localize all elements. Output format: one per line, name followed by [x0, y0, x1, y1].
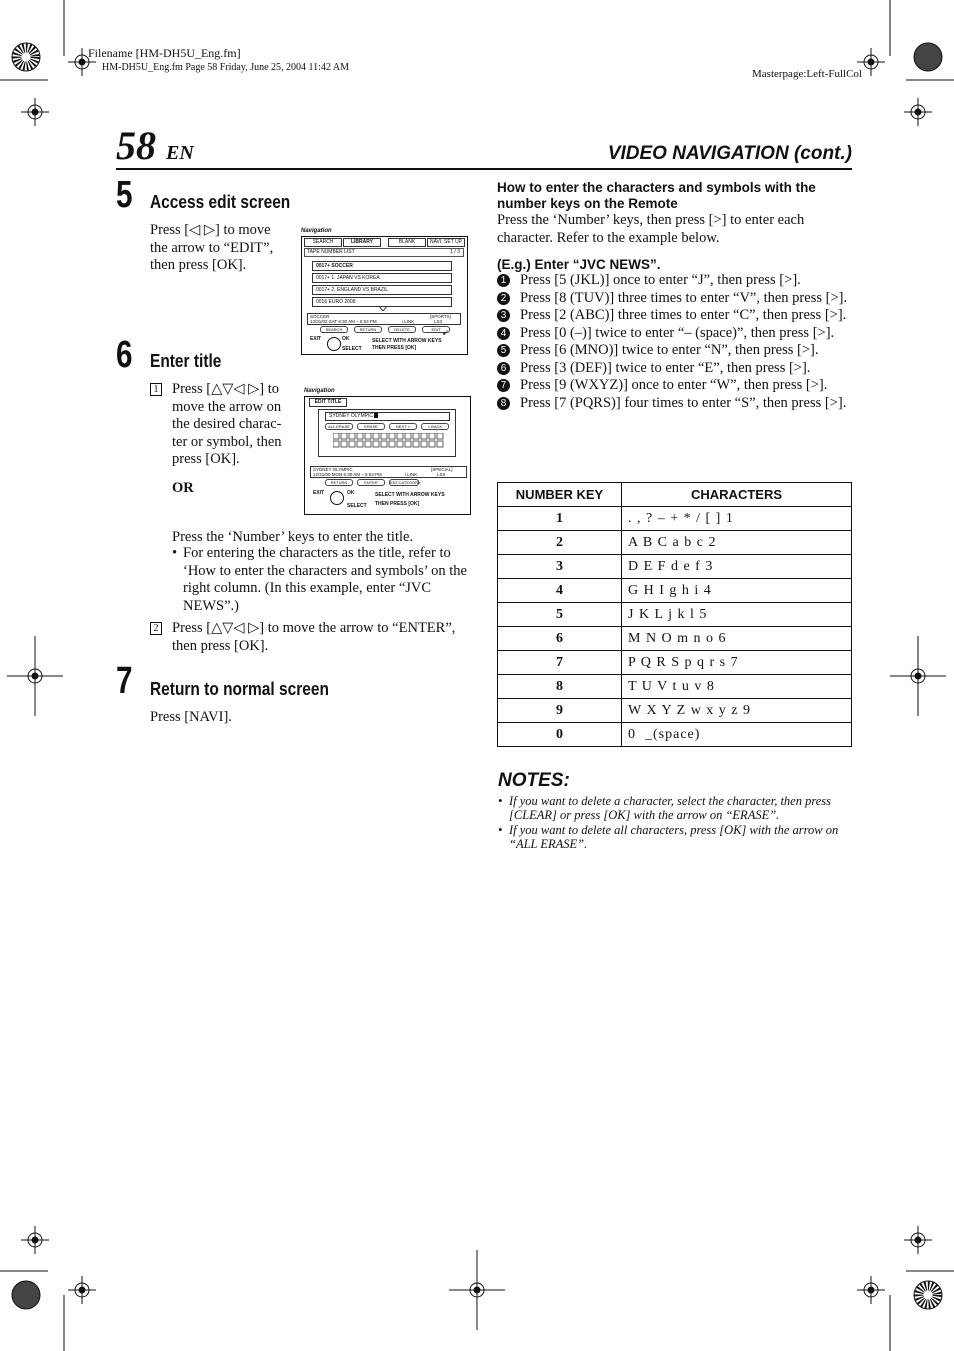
tab-edit-title: EDIT TITLE	[309, 398, 347, 407]
example-step-4: Press [0 (–)] twice to enter “– (space)”, then press [>].	[520, 324, 835, 341]
tab-navi-setup: NAVI. SET UP	[427, 238, 465, 247]
page-suffix: EN	[166, 142, 194, 164]
info-date: 12/31/02 SAT 6:30 AM – 5:53 PM	[310, 319, 377, 324]
notes-list: • If you want to delete a character, select the character, then press [CLEAR] or press [OK] with the arrow on “ERASE”. • If you want to delete all characters, press [OK] with the arrow on “ALL ERASE”.	[498, 794, 839, 851]
table-row	[498, 555, 852, 579]
chars-cell: J K L j k l 5	[622, 603, 852, 627]
tape-list	[312, 261, 452, 305]
note-item: If you want to delete all characters, press [OK] with the arrow on “ALL ERASE”.	[509, 823, 839, 851]
filename-label: Filename [HM-DH5U_Eng.fm]	[88, 46, 241, 60]
table-row	[498, 723, 852, 747]
hint-line-2: THEN PRESS [OK]	[372, 345, 417, 351]
key-cell: 6	[498, 627, 622, 651]
file-info-label: HM-DH5U_Eng.fm Page 58 Friday, June 25, 2004 11:42 AM	[102, 62, 350, 73]
right-heading: How to enter the characters and symbols with the number keys on the Remote	[497, 180, 816, 211]
all-erase-button: ALL ERASE	[325, 423, 353, 430]
info-date: 12/31/00 MON 6:30 AM – 5:53 PM	[313, 472, 382, 477]
example-step-2: Press [8 (TUV)] three times to enter “V”, then press [>].	[520, 289, 848, 306]
chars-cell: . , ? – + * / [ ] 1	[622, 507, 852, 531]
example-steps	[497, 272, 853, 412]
search-button: SEARCH	[320, 326, 348, 333]
chars-cell: M N O m n o 6	[622, 627, 852, 651]
remote-pad-icon	[327, 337, 341, 351]
step-circle-7: 7	[497, 379, 510, 392]
example-step-5: Press [6 (MNO)] twice to enter “N”, then press [>].	[520, 342, 819, 358]
info-speed: LS3	[434, 319, 443, 324]
tab-search: SEARCH	[304, 238, 342, 247]
note-item: If you want to delete a character, select the character, then press [CLEAR] or press [OK] with the arrow on “ERASE”.	[509, 794, 832, 822]
example-step-3: Press [2 (ABC)] three times to enter “C”, then press [>].	[520, 307, 847, 323]
bullet-item: • For entering the characters as the title, refer to ‘How to enter the characters and symbols’ on the right column. (In this example, enter “JVC NEWS”.)	[172, 545, 467, 614]
chars-cell: 0 _(space)	[622, 723, 852, 747]
key-cell: 7	[498, 651, 622, 675]
step-5-text: Press [◁ ▷] to move the arrow to “EDIT”, then press [OK].	[150, 222, 274, 273]
chars-cell: T U V t u v 8	[622, 675, 852, 699]
screen-frame	[301, 236, 468, 355]
table-row	[498, 531, 852, 555]
example-step-6: Press [3 (DEF)] twice to enter “E”, then press [>].	[520, 359, 811, 376]
example-title: (E.g.) Enter “JVC NEWS”.	[497, 257, 661, 272]
list-page: 1 / 3	[450, 249, 460, 255]
edit-button: EDIT	[422, 326, 450, 333]
list-title-bar	[304, 248, 464, 257]
info-speed: LS3	[437, 472, 446, 477]
step-circle-8: 8	[497, 397, 510, 410]
table-row	[498, 507, 852, 531]
info-mode: i.LINK	[405, 472, 418, 477]
table-row	[498, 699, 852, 723]
keyboard-panel	[318, 409, 456, 457]
return-button: RETURN	[325, 479, 353, 486]
back-button: < BACK	[421, 423, 449, 430]
info-mode: i.LINK	[402, 319, 415, 324]
step-5-title: Access edit screen	[150, 192, 291, 212]
sub-step-2-text: Press [△▽◁ ▷] to move the arrow to “ENTER”, then press [OK].	[172, 620, 456, 654]
hint-line-1: SELECT WITH ARROW KEYS	[375, 492, 445, 498]
ok-label: OK	[347, 490, 355, 496]
key-cell: 0	[498, 723, 622, 747]
screen-frame	[304, 396, 471, 515]
character-grid	[333, 433, 445, 453]
right-intro: Press the ‘Number’ keys, then press [>] to enter each character. Refer to the example below.	[497, 212, 805, 246]
chars-cell: A B C a b c 2	[622, 531, 852, 555]
number-keys-text: Press the ‘Number’ keys to enter the title.	[172, 529, 414, 545]
table-row	[498, 603, 852, 627]
chars-cell: D E F d e f 3	[622, 555, 852, 579]
step-5-number: 5	[116, 174, 133, 216]
step-6-sub2	[150, 620, 468, 655]
info-box	[310, 466, 467, 478]
key-cell: 8	[498, 675, 622, 699]
erase-button: ERASE	[357, 423, 385, 430]
title-field-text: SYDNEY OLYMPIC	[329, 413, 373, 419]
return-button: RETURN	[354, 326, 382, 333]
hint-line-1: SELECT WITH ARROW KEYS	[372, 338, 442, 344]
tab-blank: BLANK	[388, 238, 426, 247]
cursor-arrow-icon: ➹	[442, 328, 449, 337]
info-title: SOCCER	[310, 314, 330, 319]
info-category: [SPECIAL]	[431, 467, 453, 472]
step-circle-4: 4	[497, 327, 510, 340]
key-cell: 3	[498, 555, 622, 579]
key-cell: 4	[498, 579, 622, 603]
ok-label: OK	[342, 336, 350, 342]
step-circle-3: 3	[497, 309, 510, 322]
library-screen	[301, 228, 468, 354]
info-category: [SPORTS]	[430, 314, 451, 319]
example-step-1: Press [5 (JKL)] once to enter “J”, then press [>].	[520, 272, 801, 288]
table-row	[498, 627, 852, 651]
navigation-logo: Navigation	[304, 388, 335, 394]
or-label: OR	[172, 480, 194, 496]
tab-library: LIBRARY	[343, 238, 381, 247]
table-row	[498, 651, 852, 675]
section-title: VIDEO NAVIGATION (cont.)	[607, 143, 852, 164]
enter-category-button: ENT.CATEGORY	[390, 480, 421, 485]
list-item: 0016 EURO 2008	[312, 297, 452, 307]
step-6-sub1	[150, 381, 290, 469]
exit-label: EXIT	[310, 336, 322, 342]
key-cell: 5	[498, 603, 622, 627]
key-cell: 9	[498, 699, 622, 723]
chars-cell: W X Y Z w x y z 9	[622, 699, 852, 723]
key-cell: 2	[498, 531, 622, 555]
step-7-number: 7	[116, 660, 133, 702]
remote-pad-icon	[330, 491, 344, 505]
list-item: 0017+ 1. JAPAN VS KOREA	[312, 273, 452, 283]
down-arrow-icon	[379, 306, 387, 311]
step-circle-5: 5	[497, 344, 510, 357]
step-6-number: 6	[116, 334, 133, 376]
sub-step-1-text: Press [△▽◁ ▷] to move the arrow on the desired charac-ter or symbol, then press [OK].	[172, 381, 282, 467]
example-step-7: Press [9 (WXYZ)] once to enter “W”, then press [>].	[520, 377, 828, 393]
example-step-8: Press [7 (PQRS)] four times to enter “S”, then press [>].	[520, 394, 847, 411]
list-title: TAPE NUMBER LIST	[307, 249, 355, 255]
table-row	[498, 579, 852, 603]
select-label: SELECT	[342, 346, 362, 352]
list-item: 0017+ SOCCER	[312, 261, 452, 271]
table-header-key: NUMBER KEY	[498, 483, 622, 507]
info-box	[307, 313, 461, 325]
notes-title: NOTES:	[498, 770, 570, 791]
navigation-logo: Navigation	[301, 228, 332, 234]
sub-step-2-number: 2	[150, 622, 162, 635]
enter-button: ENTER	[357, 479, 385, 486]
bullet-text: For entering the characters as the title, refer to ‘How to enter the characters and symbols’ on the right column. (In this example, enter “JVC NEWS”.)	[183, 545, 467, 614]
title-field	[325, 412, 450, 421]
info-title: SYDNEY OLYMPIC	[313, 467, 353, 472]
step-6-title: Enter title	[150, 351, 222, 371]
sub-step-1-number: 1	[150, 383, 162, 396]
edit-title-screen	[304, 388, 471, 515]
step-circle-6: 6	[497, 362, 510, 375]
hint-line-2: THEN PRESS [OK]	[375, 501, 420, 507]
page-number: 58 EN	[116, 123, 194, 168]
delete-button: DELETE	[388, 326, 416, 333]
table-row	[498, 675, 852, 699]
chars-cell: G H I g h i 4	[622, 579, 852, 603]
select-label: SELECT	[347, 503, 367, 509]
step-7-title: Return to normal screen	[150, 679, 329, 699]
exit-label: EXIT	[313, 490, 325, 496]
table-header-chars: CHARACTERS	[622, 483, 852, 507]
masterpage-label: Masterpage:Left-FullCol	[752, 68, 862, 80]
key-cell: 1	[498, 507, 622, 531]
step-circle-2: 2	[497, 292, 510, 305]
chars-cell: P Q R S p q r s 7	[622, 651, 852, 675]
step-7-text: Press [NAVI].	[150, 709, 232, 725]
next-button: NEXT >	[389, 423, 417, 430]
step-circle-1: 1	[497, 274, 510, 287]
header-rule	[116, 168, 852, 170]
number-key-table	[497, 482, 852, 747]
list-item: 0017+ 2. ENGLAND VS BRAZIL	[312, 285, 452, 295]
